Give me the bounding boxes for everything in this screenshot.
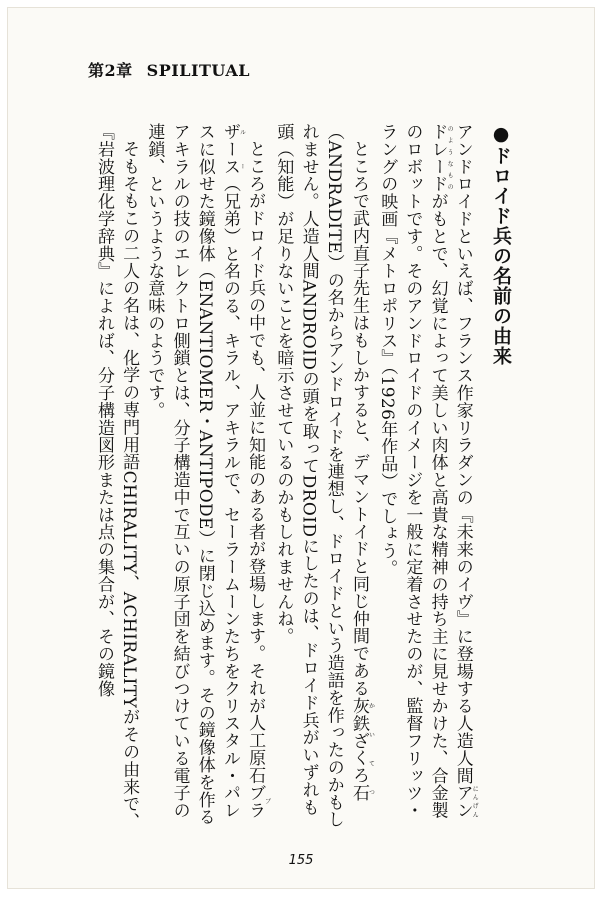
paragraph-3-text-a: ところがドロイド兵の中でも、人並に知能のある者が登場します。それが人工原石 (245, 140, 266, 784)
paragraph-2-ruby-base: 灰鉄ざくろ石 (348, 696, 369, 802)
paragraph-1-ruby-base: アンドレード (427, 123, 473, 820)
paragraph-1-text-b: がもとで、幻覚によって美しい肉体と高貴な精神の持ち主に見せかけた、合金製のロボットです。そのアンドロイドのイメージを一般に定着させたのが、監督フリッツ・ラングの映画『メトロポリス』（1926年作品）でしょう。 (377, 123, 448, 820)
paragraph-3-ruby-reading: ブルー (238, 123, 271, 819)
paragraph-1-ruby-reading: にんげんのようなもの (446, 123, 479, 819)
paragraph-4-text: そもそもこの二人の名は、化学の専門用語CHIRALITY、ACHIRALITYがその由来で、『岩波理化学辞典』によれば、分子構造図形または点の集合が、その鏡像 (93, 123, 140, 831)
paragraph-1-text-a: アンドロイドといえば、フランス作家リラダンの『未来のイヴ』に登場する人造人間 (452, 123, 473, 785)
chapter-number: 第2章 (88, 61, 133, 80)
section-heading: ●ドロイド兵の名前の由来 (490, 123, 512, 366)
body-text (93, 123, 513, 833)
paragraph-2-text-b: （ANDRADITE）の名からアンドロイドを連想し、ドロイドという造語を作ったのかもしれません。人造人間ANDROIDの頭を取ってDROIDにしたのは、ドロイド兵がいずれも頭（知能）が足りないことを暗示させているのかもしれませんね。 (273, 123, 344, 829)
paragraph-3-text-c: 側鎖とは、分子構造中で互いの原子団を結びつけている電子の連鎖、というような意味のようです。 (144, 123, 190, 820)
paragraph-3-gloss: エレクトロ (169, 244, 190, 332)
running-head (88, 58, 250, 81)
paragraph-4 (91, 123, 141, 833)
paragraph-1 (374, 123, 478, 833)
paragraph-2-text-a: ところで武内直子先生はもしかすると、デマントイドと同じ仲間である (348, 140, 369, 697)
book-page (8, 8, 594, 888)
paragraph-2-ruby-reading: かいてつ (367, 696, 375, 802)
paragraph-3-text-b: （兄弟）と名のる、キラル、アキラルで、セーラームーンたちをクリスタル・パレスに似せた鏡像体（ENANTIOMER・ANTIPODE）に閉じ込めます。その鏡像体を作るアキラルの技の (169, 123, 240, 826)
page-number: 155 (288, 853, 314, 868)
paragraph-3 (141, 123, 270, 833)
paragraph-2 (270, 123, 374, 833)
paragraph-3-ruby-base: ブラザース (219, 123, 266, 819)
chapter-title: SPILITUAL (146, 61, 250, 80)
paragraph-2-ruby (348, 696, 375, 802)
